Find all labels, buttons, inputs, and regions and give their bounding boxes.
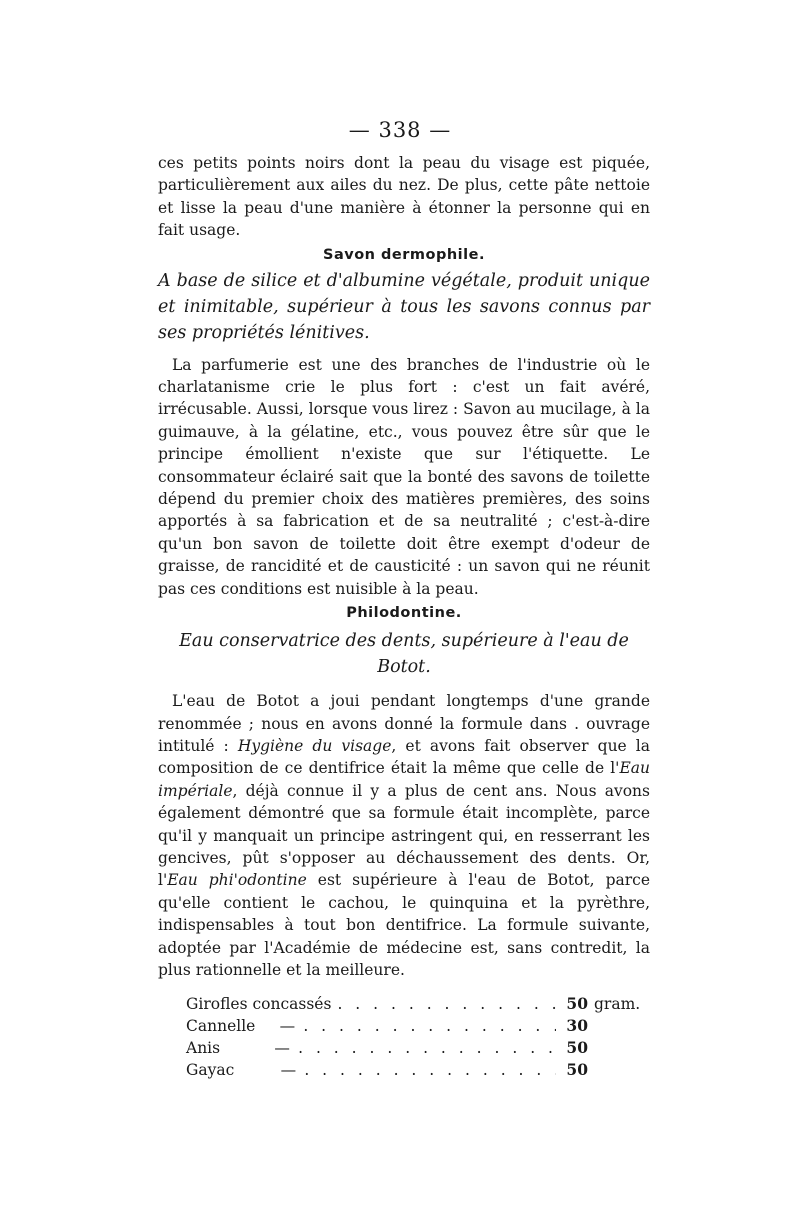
- page-number: — 338 —: [348, 118, 452, 142]
- text-column: [158, 152, 650, 1081]
- ingredient-name: Gayac: [186, 1061, 235, 1080]
- philodontine-tagline-line1: Eau conservatrice des dents, supérieure à l'eau de: [179, 631, 629, 652]
- dot-leader: [303, 1015, 556, 1037]
- philodontine-text-3: , déjà connue il y a plus de cent ans. Nous avons également démontré que sa formule était incomplète, parce qu'il y manquait un principe astringent qui, en resserrant les gencives, pût s'opposer au déchaussement des dents. Or, l': [158, 781, 650, 890]
- formula-row: [186, 1059, 648, 1081]
- dot-leader: [298, 1037, 556, 1059]
- ingredient-name: Anis: [186, 1039, 221, 1058]
- philodontine-heading: Philodontine.: [346, 605, 462, 622]
- ingredient-quantity: 30: [566, 1016, 588, 1036]
- ingredient-name: Cannelle: [186, 1017, 256, 1036]
- savon-tagline: A base de silice et d'albumine végétale, produit unique et inimitable, supérieur à tous les savons connus par ses propriétés lénitives.: [158, 270, 650, 343]
- philodontine-tagline: [158, 628, 650, 680]
- ingredient-quantity: 50: [566, 994, 588, 1014]
- ditto-mark: —: [280, 1061, 297, 1080]
- philodontine-text-2: , et avons fait observer que la composition de ce dentifrice était la même que celle de l': [158, 736, 650, 778]
- eau-imperiale: Eau impériale: [158, 759, 650, 800]
- dot-leader: [337, 993, 556, 1015]
- philodontine-text-1: L'eau de Botot a joui pendant longtemps d'une grande renommée ; nous en avons donné la formule dans . ouvrage intitulé :: [158, 692, 650, 755]
- ditto-mark: —: [279, 1017, 296, 1036]
- eau-philodontine: Eau phi'odontine: [167, 871, 307, 890]
- savon-heading: Savon dermophile.: [323, 246, 485, 263]
- ingredient-quantity: 50: [566, 1038, 588, 1058]
- ditto-mark: —: [274, 1039, 290, 1058]
- formula-table: [186, 993, 648, 1081]
- formula-row: [186, 1015, 648, 1037]
- philodontine-tagline-line2: Botot.: [377, 657, 431, 678]
- philodontine-paragraph: [158, 690, 650, 981]
- ingredient-unit: gram.: [594, 995, 641, 1014]
- dot-leader: [304, 1059, 556, 1081]
- intro-paragraph: ces petits points noirs dont la peau du visage est piquée, particulièrement aux ailes du nez. De plus, cette pâte nettoie et lisse la peau d'une manière à étonner la personne qui en fait usage.: [158, 154, 650, 240]
- hygiene-title: Hygiène du visage: [237, 736, 392, 755]
- formula-row: [186, 993, 648, 1015]
- ingredient-name: Girofles concassés: [186, 995, 332, 1014]
- savon-paragraph: La parfumerie est une des branches de l'industrie où le charlatanisme crie le plus fort : c'est un fait avéré, irrécusable. Aussi, lorsque vous lirez : Savon au mucilage, à la guimauve, à la gélatine, etc., vous pouvez être sûr que le principe émollient n'existe que sur l'étiquette. Le consommateur éclairé sait que la bonté des savons de toilette dépend du premier choix des matières premières, des soins apportés à sa fabrication et de sa neutralité ; c'est-à-dire qu'un bon savon de toilette doit être exempt d'odeur de graisse, de rancidité et de causticité : un savon qui ne réunit pas ces conditions est nuisible à la peau.: [158, 355, 650, 598]
- philodontine-text-4: est supérieure à l'eau de Botot, parce qu'elle contient le cachou, le quinquina et la pyrèthre, indispensables à tout bon dentifrice. La formule suivante, adoptée par l'Académie de médecine est, sans contredit, la plus rationnelle et la meilleure.: [158, 871, 651, 979]
- formula-row: [186, 1037, 648, 1059]
- ingredient-quantity: 50: [566, 1060, 588, 1080]
